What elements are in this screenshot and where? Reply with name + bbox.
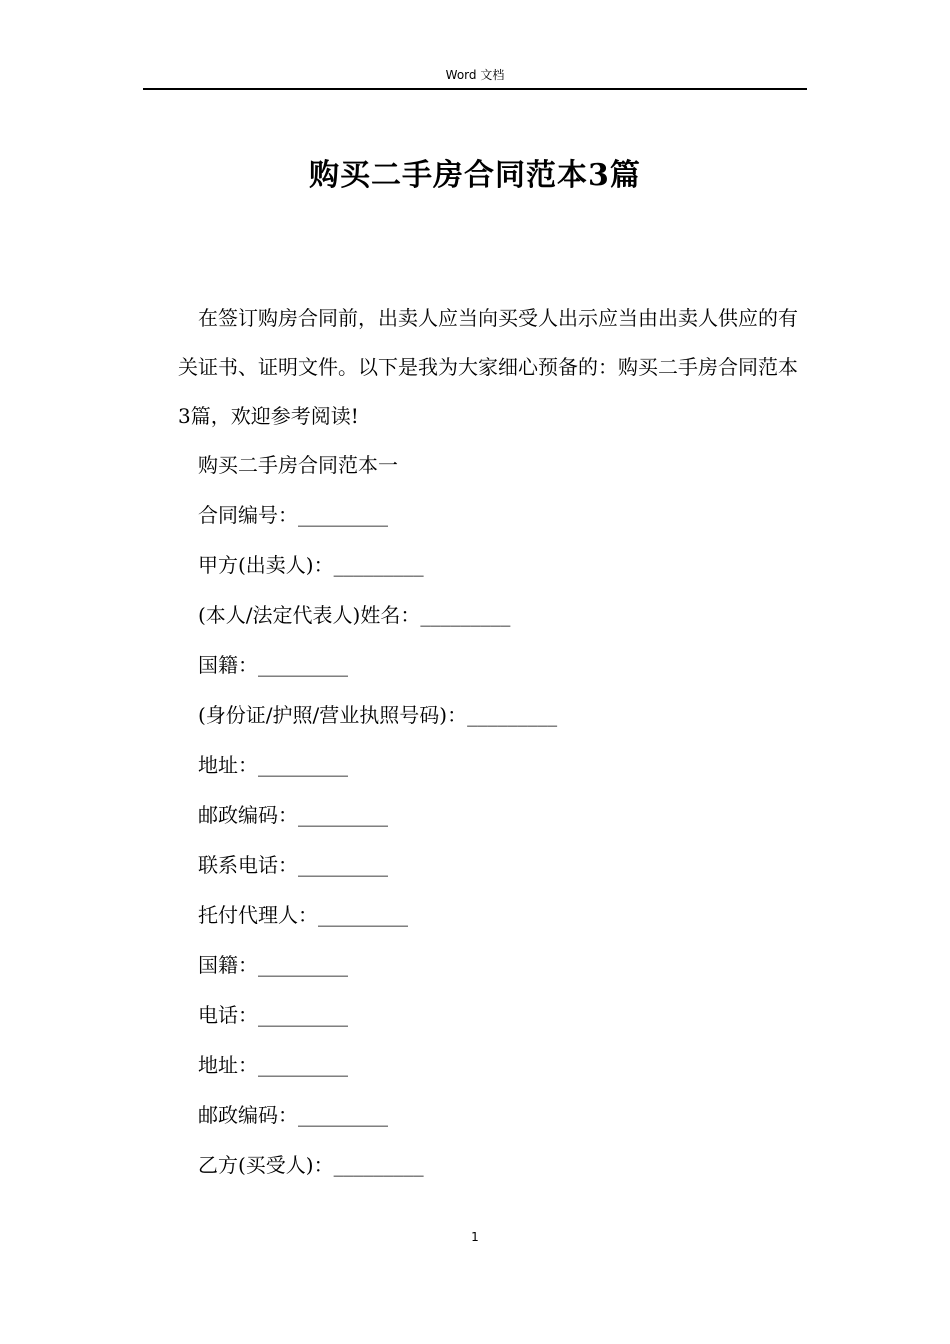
agent-nationality-line: 国籍：_________ bbox=[198, 953, 348, 977]
party-a-nationality-line: 国籍：_________ bbox=[198, 653, 348, 677]
agent-phone-line: 电话：_________ bbox=[198, 1003, 348, 1027]
party-a-phone-line: 联系电话：_________ bbox=[198, 853, 388, 877]
page-number: 1 bbox=[471, 1230, 479, 1244]
header-text: Word 文档 bbox=[445, 68, 505, 82]
page-header bbox=[143, 64, 807, 90]
agent-postcode-line: 邮政编码：_________ bbox=[198, 1103, 388, 1127]
party-a-name-line: (本人/法定代表人)姓名：_________ bbox=[198, 603, 511, 627]
contract-lines bbox=[198, 440, 557, 1190]
party-b-line: 乙方(买受人)：_________ bbox=[198, 1153, 424, 1177]
contract-number-line: 合同编号：_________ bbox=[198, 503, 388, 527]
intro-paragraph: 在签订购房合同前，出卖人应当向买受人出示应当由出卖人供应的有关证书、证明文件。以下是我为大家细心预备的：购买二手房合同范本3篇，欢迎参考阅读! bbox=[178, 306, 798, 428]
document-title: 购买二手房合同范本3篇 bbox=[309, 158, 641, 193]
party-a-address-line: 地址：_________ bbox=[198, 753, 348, 777]
party-a-line: 甲方(出卖人)：_________ bbox=[198, 553, 424, 577]
section-heading: 购买二手房合同范本一 bbox=[198, 453, 398, 477]
agent-line: 托付代理人：_________ bbox=[198, 903, 408, 927]
agent-address-line: 地址：_________ bbox=[198, 1053, 348, 1077]
party-a-postcode-line: 邮政编码：_________ bbox=[198, 803, 388, 827]
party-a-id-line: (身份证/护照/营业执照号码)：_________ bbox=[198, 703, 558, 727]
